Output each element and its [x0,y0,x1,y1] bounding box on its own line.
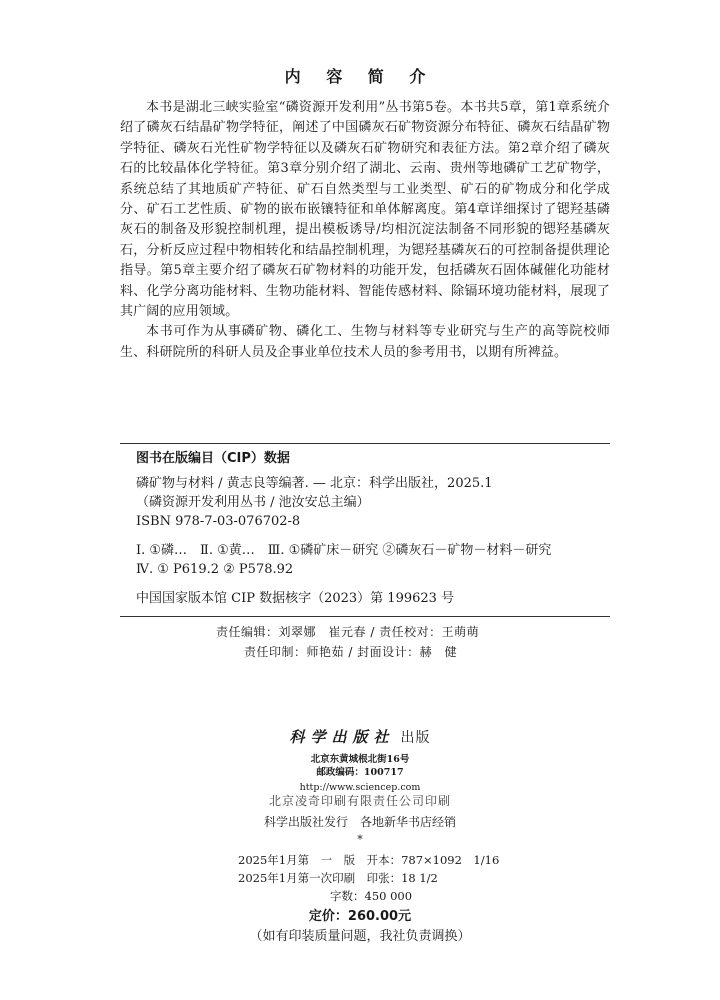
quality-note: （如有印装质量问题，我社负责调换） [249,929,471,944]
content-summary [120,98,610,363]
publisher-suffix: 出版 [400,730,431,746]
cip-isbn-line: ISBN 978-7-03-076702-8 [136,514,301,529]
publisher-line [0,726,720,747]
word-count-line: 字数：450 000 [330,889,413,903]
credits-production: 责任印制：师艳茹 / 封面设计：赫 健 [244,645,458,659]
publisher-address: 北京东黄城根北街16号 [310,754,410,765]
cip-block [136,449,614,608]
printing-line: 2025年1月第一次印刷 印张：18 1/2 [238,871,438,885]
cip-title-line: 磷矿物与材料 / 黄志良等编著. — 北京：科学出版社，2025.1 [136,476,493,491]
publisher-postcode: 邮政编码：100717 [316,767,404,778]
summary-paragraph-2: 本书可作为从事磷矿物、磷化工、生物与材料等专业研究与生产的高等院校师生、科研院所的科研人员及企事业单位技术人员的参考用书，以期有所裨益。 [120,324,610,360]
publisher-website: http://www.sciencep.com [299,782,421,793]
edition-line: 2025年1月第 一 版 开本：787×1092 1/16 [238,853,500,867]
cip-verification-line: 中国国家版本馆 CIP 数据核字（2023）第 199623 号 [136,591,455,606]
cip-bottom-rule [120,616,610,617]
cip-top-rule [120,443,610,444]
distribution-line: 科学出版社发行 各地新华书店经销 [263,815,456,829]
cip-classification-line: Ⅰ. ①磷… Ⅱ. ①黄… Ⅲ. ①磷矿床－研究 ②磷灰石－矿物－材料－研究 [136,543,552,558]
cip-heading: 图书在版编目（CIP）数据 [136,451,290,466]
cip-series-line: （磷资源开发利用丛书 / 池汝安总主编） [136,495,370,510]
separator-star: * [357,833,363,846]
page-title: 内 容 简 介 [284,67,436,86]
printer-line: 北京凌奇印刷有限责任公司印刷 [268,794,451,808]
publisher-name: 科学出版社 [289,728,395,746]
price-line: 定价：260.00元 [308,909,412,924]
credits-editors: 责任编辑：刘翠娜 崔元春 / 责任校对：王萌萌 [216,625,480,639]
summary-paragraph-1: 本书是湖北三峡实验室“磷资源开发利用”丛书第5卷。本书共5章，第1章系统介绍了磷灰石结晶矿物学特征，阐述了中国磷灰石矿物资源分布特征、磷灰石结晶矿物学特征、磷灰石光性矿物学特征以及磷灰石矿物研究和表征方法。第2章介绍了磷灰石的比较晶体化学特征。第3章分别介绍了湖北、云南、贵州等地磷矿工艺矿物学，系统总结了其地质矿产特征、矿石自然类型与工业类型、矿石的矿物成分和化学成分、矿石工艺性质、矿物的嵌布嵌镶特征和单体解离度。第4章详细探讨了锶羟基磷灰石的制备及形貌控制机理，提出模板诱导/均相沉淀法制备不同形貌的锶羟基磷灰石，分析反应过程中物相转化和结晶控制机理，为锶羟基磷灰石的可控制备提供理论指导。第5章主要介绍了磷灰石矿物材料的功能开发，包括磷灰石固体碱催化功能材料、化学分离功能材料、生物功能材料、智能传感材料、除镉环境功能材料，展现了其广阔的应用领域。 [120,100,610,320]
cip-classification-line: Ⅳ. ① P619.2 ② P578.92 [136,562,294,577]
